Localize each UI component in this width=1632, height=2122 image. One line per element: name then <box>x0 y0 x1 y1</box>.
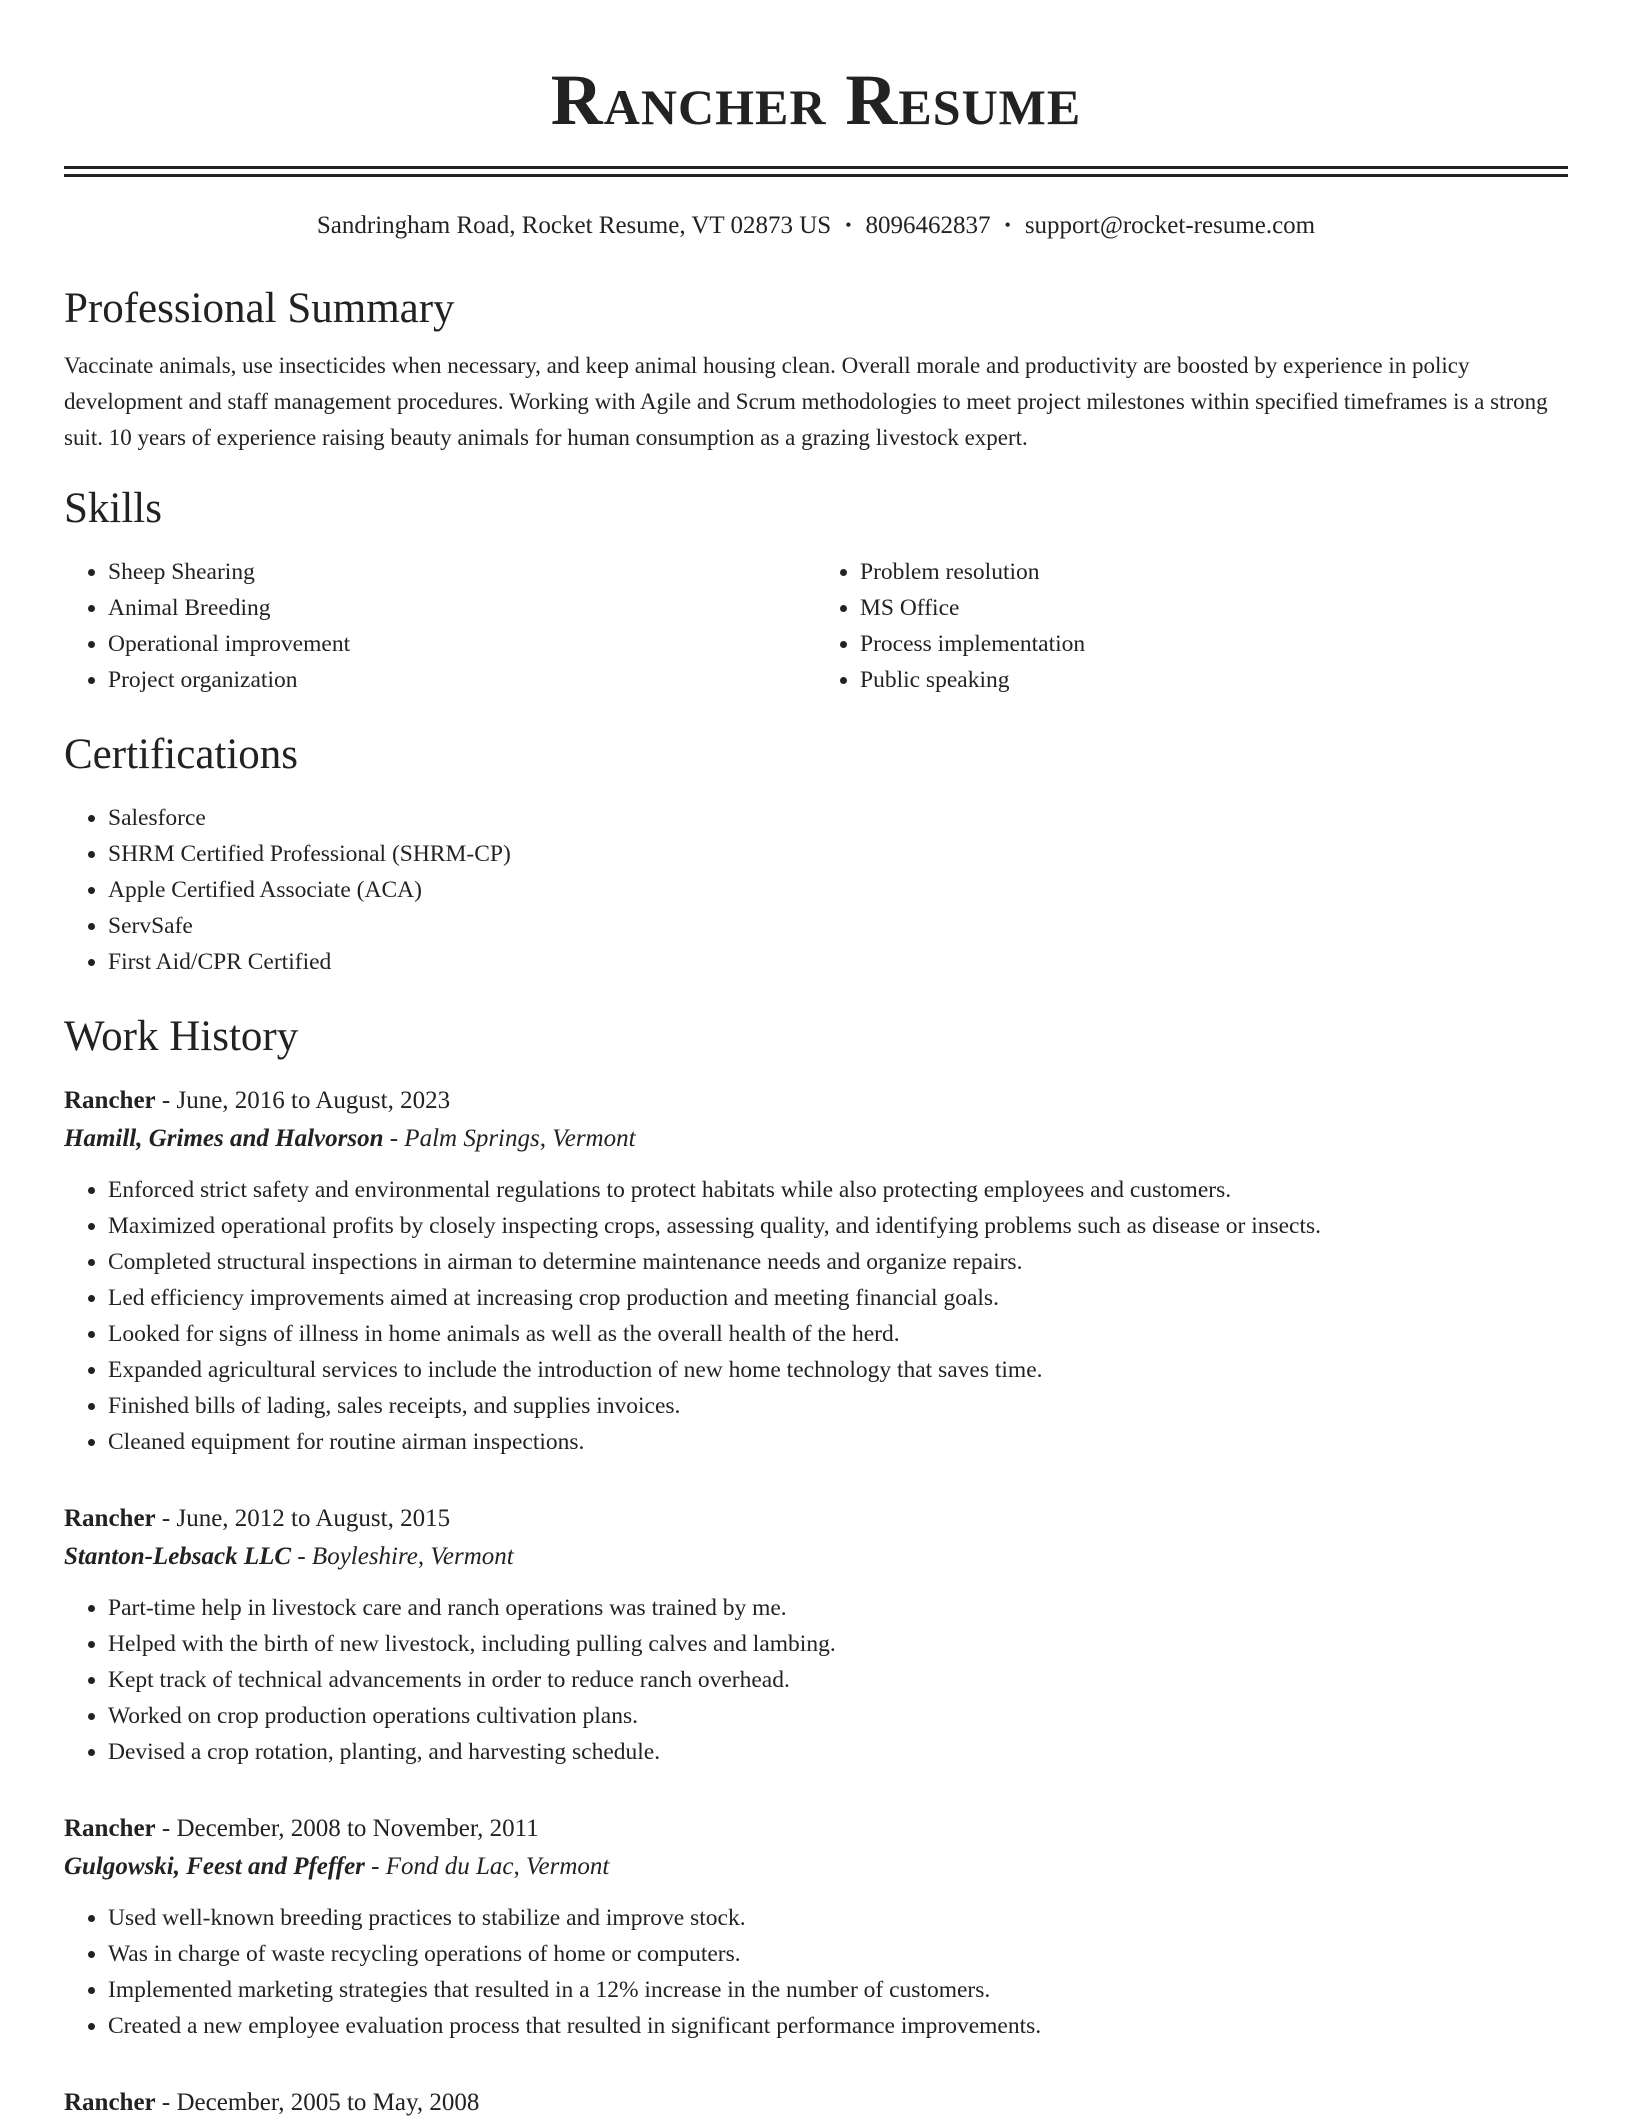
job-bullet: • Was in charge of waste recycling operations of home or computers. <box>108 1936 1568 1972</box>
skills-columns <box>64 554 1568 698</box>
job-bullet: • Cleaned equipment for routine airman inspections. <box>108 1424 1568 1460</box>
job-bullet: • Maximized operational profits by closely inspecting crops, assessing quality, and identifying problems such as disease or insects. <box>108 1208 1568 1244</box>
job-dates: - December, 2008 to November, 2011 <box>161 1815 539 1842</box>
skill-item: • Public speaking <box>860 662 1568 698</box>
job-title: Rancher <box>64 1815 156 1842</box>
certification-item: • SHRM Certified Professional (SHRM-CP) <box>108 836 1568 872</box>
resume-title: Rancher Resume <box>550 60 1082 140</box>
contact-line <box>64 209 1568 242</box>
contact-phone: 8096462837 <box>865 212 991 239</box>
job-bullet: • Looked for signs of illness in home animals as well as the overall health of the herd. <box>108 1316 1568 1352</box>
skill-item: • MS Office <box>860 590 1568 626</box>
job-bullet: • Helped with the birth of new livestock, including pulling calves and lambing. <box>108 1626 1568 1662</box>
job-bullet: • Kept track of technical advancements in order to reduce ranch overhead. <box>108 1662 1568 1698</box>
skill-item: • Project organization <box>108 662 816 698</box>
job-title-line <box>64 1500 1568 1538</box>
job-company-line <box>64 1538 1568 1576</box>
job-company: Gulgowski, Feest and Pfeffer <box>64 1853 365 1880</box>
job-bullet: • Enforced strict safety and environmental regulations to protect habitats while also protecting employees and customers. <box>108 1172 1568 1208</box>
title-double-rule <box>64 166 1568 177</box>
job-bullet: • Part-time help in livestock care and ranch operations was trained by me. <box>108 1590 1568 1626</box>
job-company-line <box>64 1120 1568 1158</box>
skill-item: • Process implementation <box>860 626 1568 662</box>
certifications-list <box>64 800 1568 980</box>
certification-item: • ServSafe <box>108 908 1568 944</box>
job-dates: - December, 2005 to May, 2008 <box>161 2089 480 2116</box>
job-title: Rancher <box>64 2089 156 2116</box>
skills-list-right <box>816 554 1568 698</box>
job-bullet: • Finished bills of lading, sales receipts, and supplies invoices. <box>108 1388 1568 1424</box>
job-title-line <box>64 1082 1568 1120</box>
job-title-line <box>64 2084 1568 2122</box>
skills-list-left <box>64 554 816 698</box>
job-entry <box>64 1500 1568 1770</box>
skill-item: • Animal Breeding <box>108 590 816 626</box>
contact-email[interactable]: support@rocket-resume.com <box>1024 212 1316 239</box>
job-bullet: • Expanded agricultural services to include the introduction of new home technology that saves time. <box>108 1352 1568 1388</box>
job-bullet: • Used well-known breeding practices to stabilize and improve stock. <box>108 1900 1568 1936</box>
job-bullet: • Created a new employee evaluation process that resulted in significant performance improvements. <box>108 2008 1568 2044</box>
job-entry <box>64 1810 1568 2044</box>
contact-separator: • <box>1004 215 1011 235</box>
job-title: Rancher <box>64 1505 156 1532</box>
job-bullets <box>64 1590 1568 1770</box>
certification-item: • First Aid/CPR Certified <box>108 944 1568 980</box>
job-company: Stanton-Lebsack LLC <box>64 1543 292 1570</box>
job-bullet: • Led efficiency improvements aimed at increasing crop production and meeting financial goals. <box>108 1280 1568 1316</box>
skill-item: • Operational improvement <box>108 626 816 662</box>
work-history-heading: Work History <box>64 1013 299 1060</box>
contact-separator: • <box>845 215 852 235</box>
job-bullet: • Devised a crop rotation, planting, and harvesting schedule. <box>108 1734 1568 1770</box>
skill-item: • Sheep Shearing <box>108 554 816 590</box>
skill-item: • Problem resolution <box>860 554 1568 590</box>
summary-heading: Professional Summary <box>64 285 455 332</box>
job-location: - Fond du Lac, Vermont <box>371 1853 610 1880</box>
summary-text: Vaccinate animals, use insecticides when necessary, and keep animal housing clean. Overall morale and productivity are boosted by experience in policy development and staff management procedures. Working with Agile and Scrum methodologies to meet project milestones within specified timeframes is a strong suit. 10 years of experience raising beauty animals for human consumption as a grazing livestock expert. <box>64 353 1548 450</box>
job-bullet: • Completed structural inspections in airman to determine maintenance needs and organize repairs. <box>108 1244 1568 1280</box>
job-bullet: • Implemented marketing strategies that resulted in a 12% increase in the number of customers. <box>108 1972 1568 2008</box>
job-dates: - June, 2012 to August, 2015 <box>161 1505 451 1532</box>
job-bullets <box>64 1172 1568 1460</box>
job-location: - Boyleshire, Vermont <box>297 1543 514 1570</box>
skills-heading: Skills <box>64 485 162 532</box>
certifications-heading: Certifications <box>64 731 299 778</box>
certification-item: • Apple Certified Associate (ACA) <box>108 872 1568 908</box>
job-entry <box>64 1082 1568 1460</box>
job-entry <box>64 2084 1568 2122</box>
job-title: Rancher <box>64 1087 156 1114</box>
job-dates: - June, 2016 to August, 2023 <box>161 1087 451 1114</box>
job-title-line <box>64 1810 1568 1848</box>
job-company: Hamill, Grimes and Halvorson <box>64 1125 384 1152</box>
job-company-line <box>64 1848 1568 1886</box>
resume-page <box>64 0 1568 2122</box>
contact-address: Sandringham Road, Rocket Resume, VT 02873 US <box>316 212 832 239</box>
job-bullet: • Worked on crop production operations cultivation plans. <box>108 1698 1568 1734</box>
job-location: - Palm Springs, Vermont <box>389 1125 636 1152</box>
job-bullets <box>64 1900 1568 2044</box>
certification-item: • Salesforce <box>108 800 1568 836</box>
